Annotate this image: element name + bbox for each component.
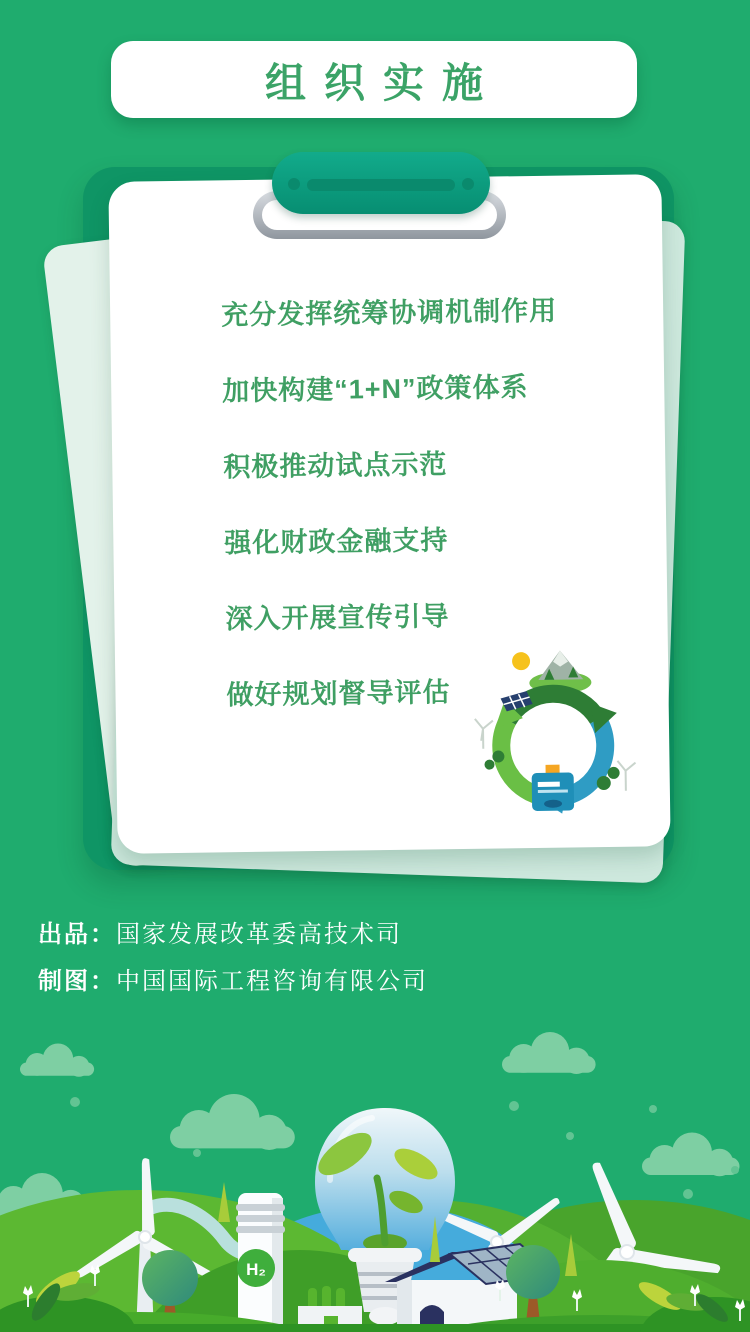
list-item: 深入开展宣传引导 bbox=[225, 601, 450, 635]
list-item: 充分发挥统筹协调机制作用 bbox=[221, 295, 558, 331]
list-item: 做好规划督导评估 bbox=[226, 677, 451, 711]
sun-icon bbox=[512, 652, 530, 670]
header-banner bbox=[111, 41, 637, 118]
cloud-icon bbox=[642, 1133, 740, 1177]
h2-chimney bbox=[236, 1193, 285, 1332]
credits bbox=[38, 920, 428, 1014]
credit-designer-label: 制图： bbox=[38, 968, 116, 995]
cloud-icon bbox=[502, 1032, 596, 1074]
factory-box-icon bbox=[532, 764, 575, 811]
credit-designer-value: 中国国际工程咨询有限公司 bbox=[116, 968, 428, 995]
credit-producer-label: 出品： bbox=[38, 921, 116, 948]
credit-producer bbox=[38, 920, 428, 950]
clip-dot bbox=[288, 178, 300, 190]
list-item: 积极推动试点示范 bbox=[223, 449, 448, 483]
eco-scene-illustration bbox=[0, 1030, 750, 1332]
clipboard-paper bbox=[108, 174, 670, 854]
h2-label: H₂ bbox=[246, 1260, 266, 1279]
clip-dot bbox=[462, 178, 474, 190]
credit-designer bbox=[38, 967, 428, 997]
cloud-icon bbox=[20, 1044, 94, 1077]
list-item: 强化财政金融支持 bbox=[224, 525, 449, 559]
credit-producer-value: 国家发展改革委高技术司 bbox=[116, 921, 402, 948]
list-item: 加快构建“1+N”政策体系 bbox=[222, 372, 529, 407]
page-title: 组织实施 bbox=[265, 60, 501, 106]
recycle-illustration bbox=[452, 634, 660, 837]
clip-bar bbox=[307, 179, 455, 191]
cloud-icon bbox=[170, 1094, 295, 1150]
clip-top bbox=[272, 152, 490, 214]
